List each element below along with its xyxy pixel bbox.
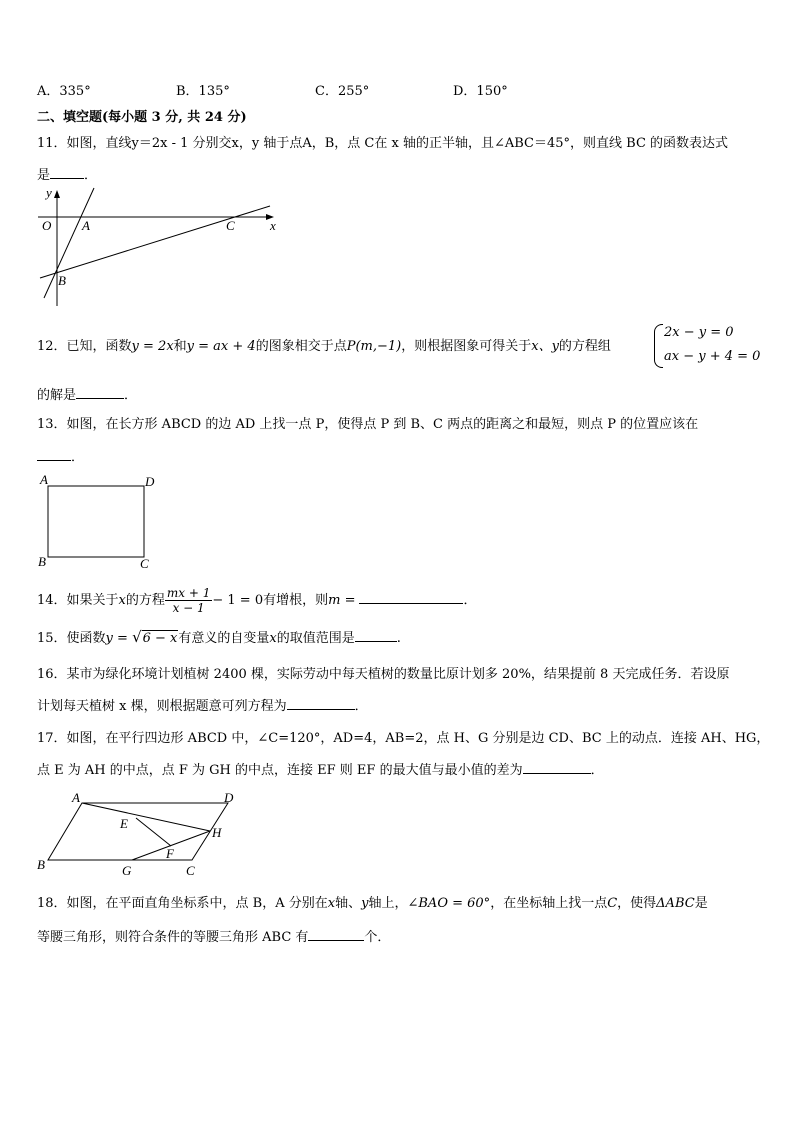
q14-answer-blank [359, 591, 463, 604]
q13-figure [34, 472, 164, 572]
q13-line2-suffix: ． [71, 450, 85, 465]
q11-line2-prefix: 是 [37, 168, 51, 183]
q15-suffix: . [396, 631, 401, 646]
q15-mid: 有意义的自变量 [178, 631, 270, 646]
q13-answer-blank [37, 448, 71, 461]
q18-line2-prefix: 等腰三角形，则符合条件的等腰三角形 ABC 有 [37, 930, 309, 945]
sqrt-icon: √ [132, 628, 142, 646]
q14-tail: − 1 = 0 [212, 593, 264, 608]
q18-angle: ∠BAO = 60° [407, 896, 491, 911]
q16-line2 [37, 697, 368, 715]
q17-segment-ah [82, 803, 210, 831]
q14-line [37, 586, 477, 616]
q10-option-a: A．335° [37, 84, 91, 99]
q12-eq2: ax − y + 4 = 0 [664, 349, 761, 364]
q14-var: x [118, 593, 126, 608]
q17-label-a: A [72, 790, 80, 805]
q12-vars: x、y [531, 339, 559, 354]
q12-mid2: 的图象相交于点 [255, 339, 347, 354]
q14-m: m = [328, 593, 356, 608]
q12-mid4: 的方程组 [558, 339, 611, 354]
q14-mid2: 有增根，则 [263, 593, 329, 608]
q11-y-arrow [54, 190, 60, 198]
q12-line2 [37, 386, 137, 404]
q13-line2 [37, 448, 84, 466]
q16-answer-blank [287, 697, 355, 710]
q14-mid: 的方程 [125, 593, 165, 608]
q17-label-e: E [120, 816, 128, 831]
q10-option-b: B．135° [176, 84, 230, 99]
q18-mid1: 轴、 [335, 896, 362, 911]
q18-mid4: ，使得 [617, 896, 657, 911]
q11-label-x: x [270, 218, 276, 233]
q11-label-o: O [42, 218, 52, 233]
q12-func1: y = 2x [131, 339, 174, 354]
q13-text: 13．如图，在长方形 ABCD 的边 AD 上找一点 P，使得点 P 到 B、C 两点的距离之和最短，则点 P 的位置应该在 [37, 417, 699, 432]
q11-label-b: B [58, 273, 66, 288]
q10-option-c: C．255° [315, 84, 370, 99]
q14-prefix: 14．如果关于 [37, 593, 119, 608]
q11-line2-suffix: ． [84, 168, 98, 183]
q18-triangle: ΔABC [656, 896, 695, 911]
q18-answer-blank [308, 928, 364, 941]
q15-var: x [269, 631, 277, 646]
q13-label-c: C [140, 556, 149, 571]
q18-c: C [607, 896, 618, 911]
q15-answer-blank [355, 629, 397, 642]
q12-point: P(m,−1) [346, 339, 402, 354]
q11-label-c: C [226, 218, 235, 233]
q13-label-b: B [38, 554, 46, 569]
q17-label-c: C [186, 863, 195, 878]
q17-label-h: H [212, 825, 222, 840]
q12-prefix: 12．已知，函数 [37, 339, 132, 354]
q12-brace [654, 324, 663, 368]
q12-func2: y = ax + 4 [186, 339, 256, 354]
q12-mid3: ，则根据图象可得关于 [401, 339, 532, 354]
q17-label-b: B [37, 857, 45, 872]
q13-label-a: A [40, 472, 48, 487]
q15-sqrt-body: 6 − x [142, 631, 178, 646]
q16-line2-prefix: 计划每天植树 x 棵，则根据题意可列方程为 [37, 699, 287, 714]
q17-label-d: D [224, 790, 234, 805]
q17-parallelogram [48, 803, 228, 860]
q11-line-ab [44, 188, 94, 298]
q14-numerator: mx + 1 [166, 586, 211, 600]
q11-line2 [37, 166, 97, 184]
q13-label-d: D [145, 474, 155, 489]
q17-line2-suffix: ． [590, 763, 604, 778]
q11-label-a: A [82, 218, 90, 233]
q11-label-y: y [46, 186, 52, 200]
q18-mid5: 是 [694, 896, 708, 911]
section-title: 二、填空题(每小题 3 分, 共 24 分) [37, 110, 247, 125]
q16-line2-suffix: ． [354, 699, 368, 714]
q14-suffix: ． [463, 593, 477, 608]
q11-answer-blank [50, 166, 84, 179]
q15-line [37, 629, 401, 647]
q18-line1 [37, 896, 708, 912]
q15-func-pre: y = [105, 631, 133, 646]
q17-line2 [37, 761, 604, 779]
q12-line2-suffix: ． [124, 388, 138, 403]
q12-line2-prefix: 的解是 [37, 388, 77, 403]
q17-figure [34, 786, 254, 880]
q17-line2-prefix: 点 E 为 AH 的中点，点 F 为 GH 的中点，连接 EF 则 EF 的最大值与最小值的差为 [37, 763, 523, 778]
q10-option-d: D．150° [453, 84, 508, 99]
q12-eq1: 2x − y = 0 [664, 325, 734, 340]
q17-text: 17．如图，在平行四边形 ABCD 中，∠C=120°，AD=4，AB=2，点 H、G 分别是边 CD、BC 上的动点．连接 AH、HG， [37, 731, 770, 746]
q13-rectangle [48, 486, 144, 557]
q11-figure [34, 186, 284, 312]
q18-y: y [361, 896, 369, 911]
q18-line2-suffix: 个． [364, 930, 391, 945]
q17-segment-ef [136, 818, 171, 846]
q17-label-f: F [166, 846, 174, 861]
q14-denominator: x − 1 [172, 601, 205, 615]
q18-mid3: ，在坐标轴上找一点 [490, 896, 608, 911]
q16-text: 16．某市为绿化环境计划植树 2400 棵，实际劳动中每天植树的数量比原计划多 20%，结果提前 8 天完成任务．若设原 [37, 667, 730, 682]
q12-mid1: 和 [173, 339, 187, 354]
q18-x: x [327, 896, 336, 911]
q12-line1 [37, 339, 611, 355]
q15-prefix: 15．使函数 [37, 631, 106, 646]
q11-text: 11．如图，直线y＝2x - 1 分别交x，y 轴于点A，B，点 C在 x 轴的正半轴，且∠ABC＝45°，则直线 BC 的函数表达式 [37, 136, 729, 151]
q15-tail: 的取值范围是 [276, 631, 355, 646]
q12-answer-blank [76, 386, 124, 399]
q17-label-g: G [122, 863, 132, 878]
q18-prefix: 18．如图，在平面直角坐标系中，点 B，A 分别在 [37, 896, 328, 911]
q14-fraction [165, 586, 212, 615]
q17-answer-blank [523, 761, 591, 774]
q18-mid2: 轴上， [368, 896, 408, 911]
q18-line2 [37, 928, 390, 946]
